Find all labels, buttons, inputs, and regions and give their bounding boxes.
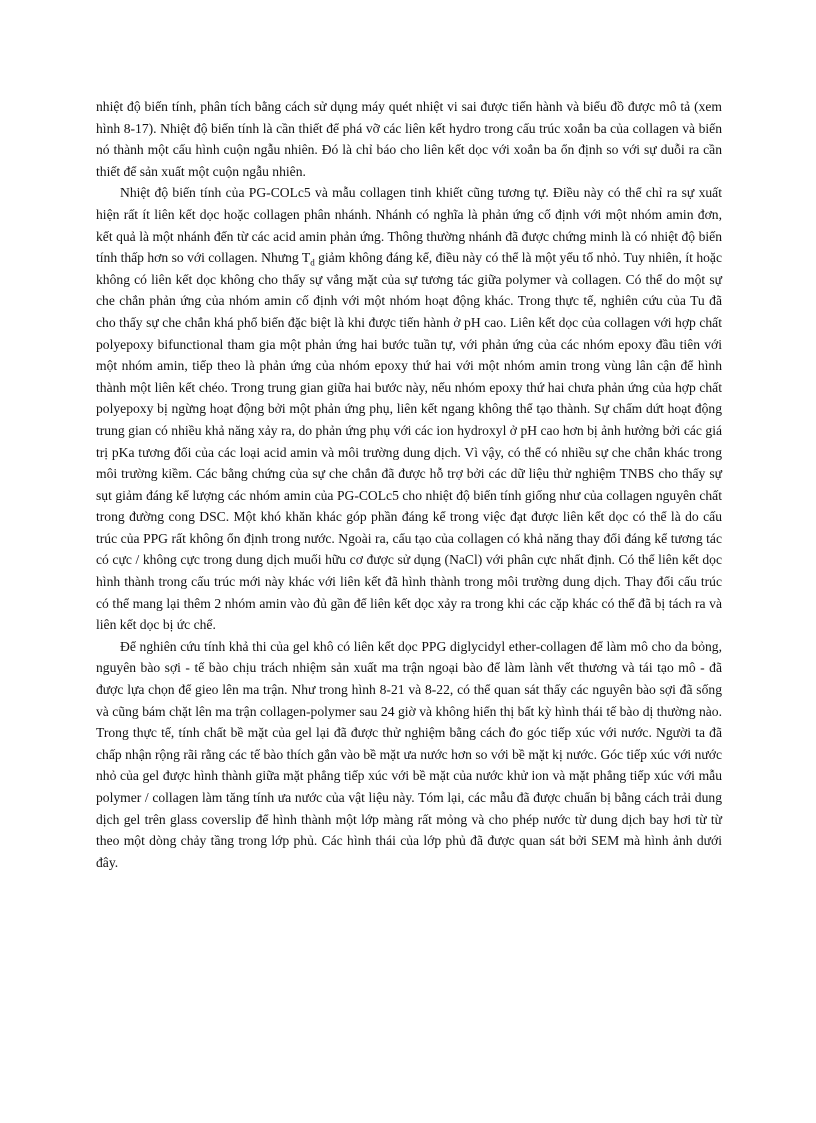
paragraph-2-text-start: Nhiệt độ biến tính của PG-COLc5 và mẫu collagen tinh khiết cũng tương tự. Điều này có thể chỉ ra sự xuất hiện rất ít liên kết dọc hoặc collagen phân nhánh. Nhánh có nghĩa là phản ứng cố định với một nhóm amin đơn, kết quả là một nhánh đến từ các acid amin phản ứng. Thông thường nhánh đã được chứng minh là có nhiệt độ biến tính thấp hơn so với collagen. Nhưng T xyxy=(96,185,722,266)
paragraph-3: Để nghiên cứu tính khả thi của gel khô có liên kết dọc PPG diglycidyl ether-collagen để làm mô cho da bỏng, nguyên bào sợi - tế bào chịu trách nhiệm sản xuất ma trận ngoại bào để làm lành vết thương và tái tạo mô - đã được lựa chọn để gieo lên ma trận. Như trong hình 8-21 và 8-22, có thể quan sát thấy các nguyên bào sợi đã sống và cũng bám chặt lên ma trận collagen-polymer sau 24 giờ và không hiển thị bất kỳ hình thái tế bào dị thường nào. Trong thực tế, tính chất bề mặt của gel lại đã được thử nghiệm bằng cách đo góc tiếp xúc với nước. Người ta đã chấp nhận rộng rãi rằng các tế bào thích gắn vào bề mặt ưa nước hơn so với bề mặt kị nước. Góc tiếp xúc với nước nhỏ của gel được hình thành giữa mặt phẳng tiếp xúc với bề mặt của nước khử ion và mặt phẳng tiếp xúc với mẫu polymer / collagen làm tăng tính ưa nước của vật liệu này. Tóm lại, các mẫu đã được chuẩn bị bằng cách trải dung dịch gel trên glass coverslip để hình thành một lớp màng rất mỏng và cho phép nước từ dung dịch bay hơi từ từ theo một dòng chảy tầng trong lớp phủ. Các hình thái của lớp phủ đã được quan sát bởi SEM mà hình ảnh dưới đây. xyxy=(96,638,722,870)
td-subscript: d xyxy=(310,257,315,268)
paragraph-2-text-end: giảm không đáng kể, điều này có thể là một yếu tố nhỏ. Tuy nhiên, ít hoặc không có liên kết dọc không cho thấy sự vắng mặt của sự tương tác giữa polymer và collagen. Có thể do một sự che chắn phản ứng của nhóm amin cố định với một nhóm hoạt động khác. Trong thực tế, nghiên cứu của Tu đã cho thấy sự che chắn khá phổ biến đặc biệt là khi được tiến hành ở pH cao. Liên kết dọc của collagen với hợp chất polyepoxy bifunctional tham gia một phản ứng hai bước tuần tự, với phản ứng của các nhóm epoxy đầu tiên với một nhóm amin, tiếp theo là phản ứng của nhóm epoxy thứ hai với một nhóm amin trong vùng lân cận để hình thành một liên kết chéo. Trong trung gian giữa hai bước này, nếu nhóm epoxy thứ hai chưa phản ứng của hợp chất polyepoxy bị ngừng hoạt động bởi một phản ứng phụ, liên kết ngang không thể tạo thành. Sự chấm dứt hoạt động trung gian có nhiều khả năng xảy ra, do phản ứng phụ với các ion hydroxyl ở pH cao hơn bị ảnh hưởng bởi các giá trị pKa tương đối của các loại acid amin và môi trường dung dịch. Vì vậy, có thể có nhiều sự che chắn khác trong môi trường kiềm. Các bằng chứng của sự che chắn đã được hỗ trợ bởi các dữ liệu thử nghiệm TNBS cho thấy sự sụt giảm đáng kể lượng các nhóm amin của PG-COLc5 cho nhiệt độ biến tính giống như của collagen nguyên chất trong đường cong DSC. Một khó khăn khác góp phần đáng kể trong việc đạt được liên kết dọc có thể là do cấu trúc của PPG rất không ổn định trong nước. Ngoài ra, cấu tạo của collagen có khả năng thay đổi đáng kể tương tác có cực / không cực trong dung dịch muối hữu cơ được sử dụng (NaCl) với phân cực nhất định. Có thể liên kết dọc hình thành trong cấu trúc mới này khác với liên kết đã hình thành trong môi trường dung dịch. Thay đổi cấu trúc có thể mang lại thêm 2 nhóm amin vào đủ gần để liên kết dọc xảy ra trong khi các cặp khác có thể đã bị tách ra và liên kết dọc bị ức chế. xyxy=(96,250,722,633)
paragraph-2 xyxy=(96,182,722,635)
paragraph-1: nhiệt độ biến tính, phân tích bằng cách sử dụng máy quét nhiệt vi sai được tiến hành và biểu đồ được mô tả (xem hình 8-17). Nhiệt độ biến tính là cần thiết để phá vỡ các liên kết hydro trong cấu trúc xoắn ba của collagen và biến nó thành một cấu hình cuộn ngẫu nhiên. Đó là chỉ báo cho liên kết dọc với xoắn ba ổn định so với sự duỗi ra cần thiết để sản xuất một cuộn ngẫu nhiên. xyxy=(96,99,722,179)
body-text xyxy=(96,96,722,873)
